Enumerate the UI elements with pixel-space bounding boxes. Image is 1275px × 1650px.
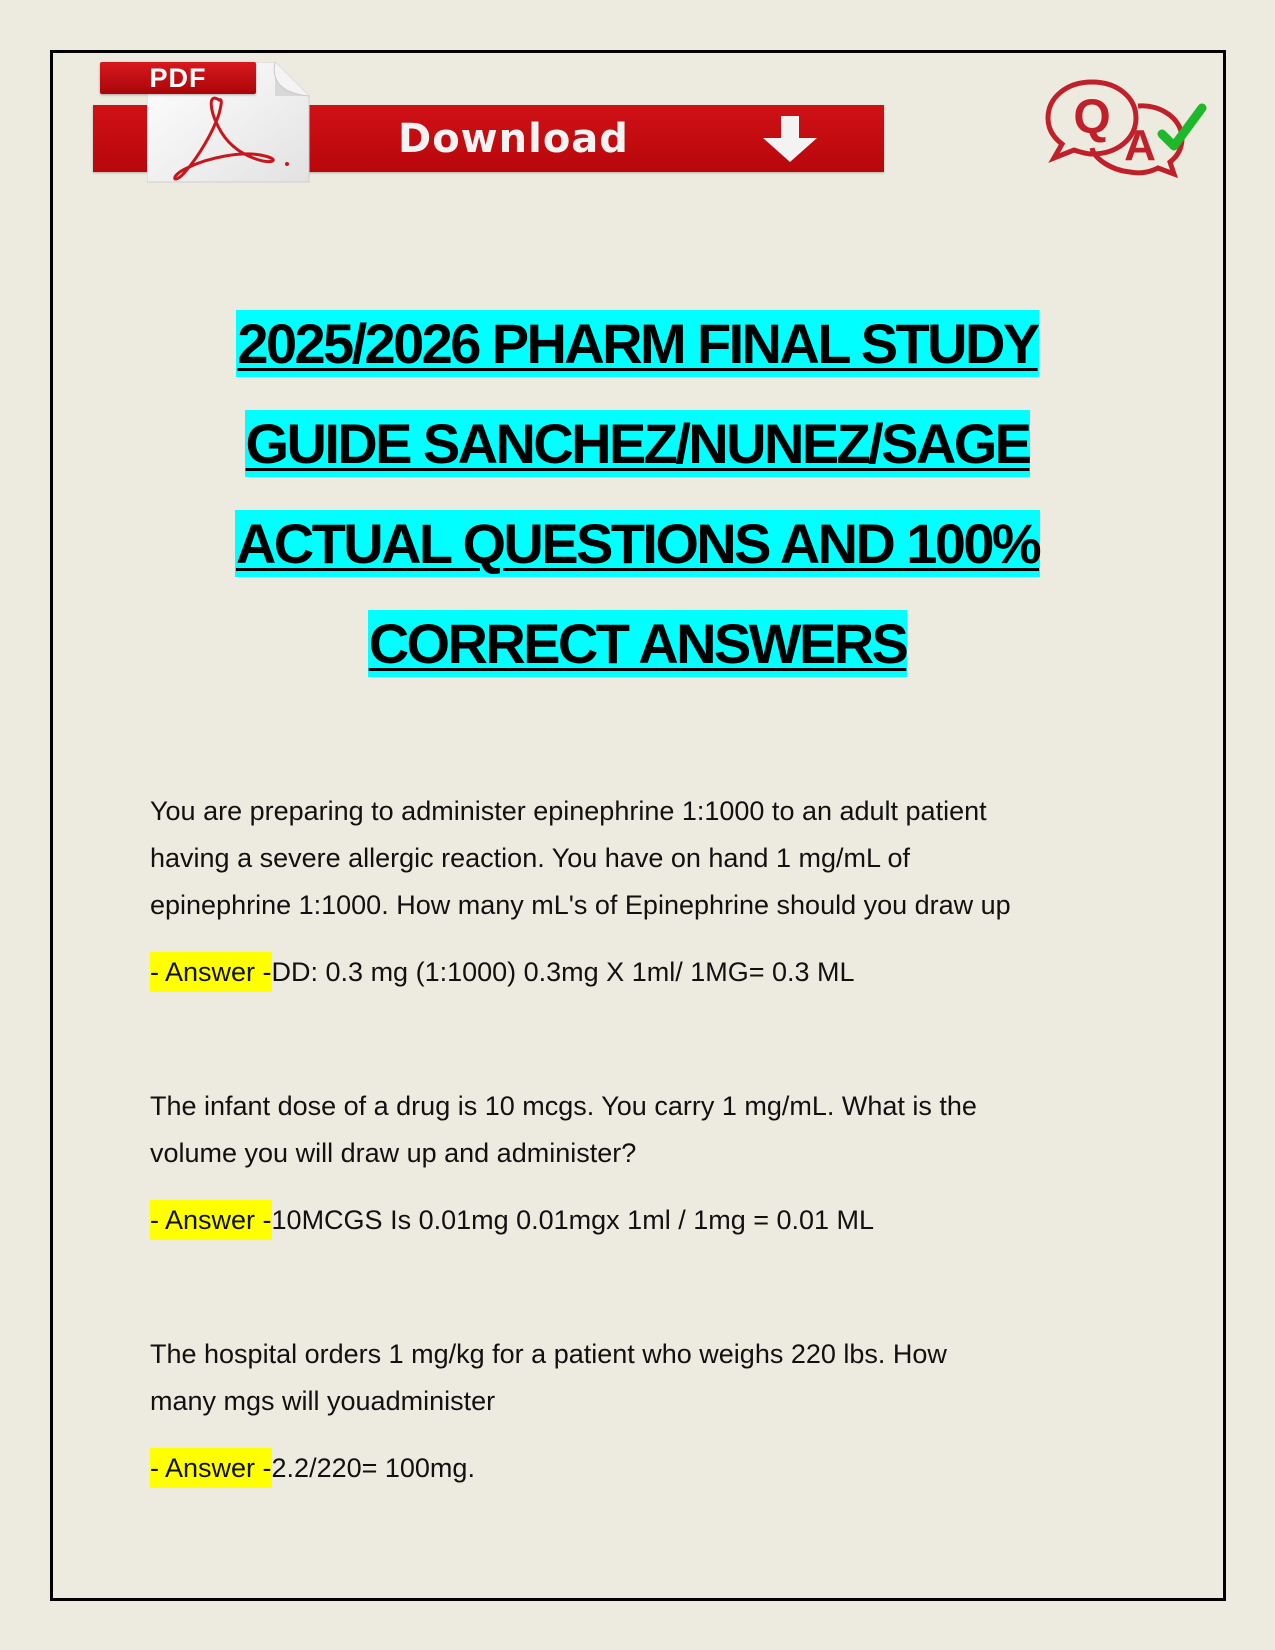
document-title — [0, 310, 1275, 710]
answer-text: - Answer -2.2/220= 100mg. — [150, 1448, 1150, 1488]
qa-item-2 — [150, 1083, 1150, 1240]
pdf-tab-label: PDF — [100, 62, 256, 94]
q-letter: Q — [1073, 91, 1111, 144]
answer-prefix-highlight: - Answer - — [150, 952, 272, 992]
download-label: Download — [398, 116, 629, 162]
question-text: The hospital orders 1 mg/kg for a patient who weighs 220 lbs. How many mgs will youadminister — [150, 1339, 947, 1416]
answer-text: - Answer -10MCGS Is 0.01mg 0.01mgx 1ml / 1mg = 0.01 ML — [150, 1200, 1150, 1240]
pdf-download-banner[interactable] — [93, 60, 888, 185]
title-line-1: 2025/2026 PHARM FINAL STUDY — [237, 312, 1038, 375]
a-letter: A — [1124, 121, 1156, 170]
answer-prefix-highlight: - Answer - — [150, 1448, 272, 1488]
download-arrow-icon — [761, 116, 819, 162]
qa-item-1 — [150, 788, 1150, 992]
answer-prefix-highlight: - Answer - — [150, 1200, 272, 1240]
answer-text: - Answer -DD: 0.3 mg (1:1000) 0.3mg X 1ml/ 1MG= 0.3 ML — [150, 952, 1150, 992]
title-line-4: CORRECT ANSWERS — [368, 612, 907, 675]
title-line-3: ACTUAL QUESTIONS AND 100% — [235, 512, 1040, 575]
qa-item-3 — [150, 1331, 1150, 1488]
question-text: The infant dose of a drug is 10 mcgs. You carry 1 mg/mL. What is the volume you will draw up and administer? — [150, 1091, 977, 1168]
title-line-2: GUIDE SANCHEZ/NUNEZ/SAGE — [245, 412, 1030, 475]
qa-logo-icon — [1040, 78, 1210, 178]
question-text: You are preparing to administer epinephrine 1:1000 to an adult patient having a severe allergic reaction. You have on hand 1 mg/mL of epinephrine 1:1000. How many mL's of Epinephrine should you draw up — [150, 796, 1011, 920]
